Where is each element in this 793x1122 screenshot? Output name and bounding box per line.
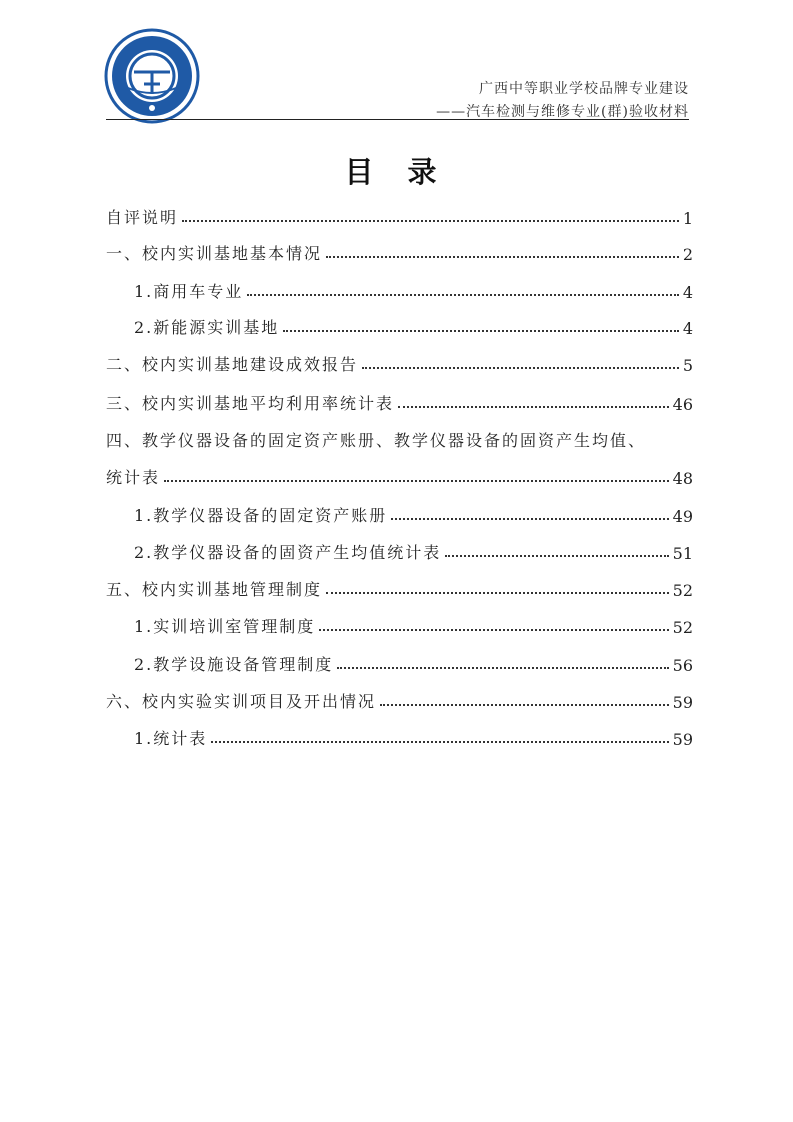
toc-entry-text: 二、校内实训基地建设成效报告: [106, 355, 359, 374]
toc-entry[interactable]: [106, 236, 693, 264]
toc-leader: [319, 629, 668, 631]
toc-entry-page: 52: [672, 581, 693, 600]
toc-leader: [398, 406, 669, 408]
toc-entry-page: 56: [672, 656, 693, 675]
toc-leader: [283, 330, 679, 332]
toc-entry-page: 46: [672, 395, 693, 414]
toc-entry-text: 五、校内实训基地管理制度: [106, 580, 323, 599]
toc-leader: [337, 667, 668, 669]
toc-entry[interactable]: [106, 684, 693, 712]
toc-leader: [326, 256, 679, 258]
page-title: 目 录: [344, 155, 449, 189]
toc-entry[interactable]: [134, 609, 693, 637]
toc-entry-page: 1: [682, 209, 693, 228]
toc-leader: [211, 741, 668, 743]
toc-entry-page: 5: [682, 356, 693, 375]
toc-entry[interactable]: [106, 423, 693, 451]
toc-entry[interactable]: [134, 310, 693, 338]
toc-entry-text: 2.新能源实训基地: [134, 318, 280, 337]
toc-entry-text: 2.教学设施设备管理制度: [134, 655, 334, 674]
toc-entry-text: 自评说明: [106, 208, 179, 227]
header-line-2: ——汽车检测与维修专业(群)验收材料: [436, 104, 689, 120]
toc-entry-page: 59: [672, 693, 693, 712]
toc-entry[interactable]: [134, 535, 693, 563]
toc-entry-page: 51: [672, 544, 693, 563]
toc-entry-text: 六、校内实验实训项目及开出情况: [106, 692, 377, 711]
header-line-1: 广西中等职业学校品牌专业建设: [479, 81, 689, 97]
toc-entry[interactable]: [106, 460, 693, 488]
toc-entry-page: 49: [672, 507, 693, 526]
toc-entry-text: 1.实训培训室管理制度: [134, 617, 316, 636]
toc-entry[interactable]: [106, 200, 693, 228]
toc-leader: [362, 367, 679, 369]
toc-entry-text: 一、校内实训基地基本情况: [106, 244, 323, 263]
toc-entry[interactable]: [134, 721, 693, 749]
toc-entry-text: 三、校内实训基地平均利用率统计表: [106, 394, 395, 413]
toc-leader: [445, 555, 668, 557]
toc-entry[interactable]: [106, 386, 693, 414]
school-logo: [104, 28, 200, 124]
toc-entry-text: 统计表: [106, 468, 161, 487]
toc-leader: [391, 518, 668, 520]
toc-leader: [182, 220, 679, 222]
toc-entry[interactable]: [106, 347, 693, 375]
toc-entry[interactable]: [134, 274, 693, 302]
toc-entry-text: 1.商用车专业: [134, 282, 244, 301]
toc-entry[interactable]: [134, 647, 693, 675]
header-rule: [106, 119, 689, 120]
toc-leader: [247, 294, 679, 296]
toc-entry-page: 48: [672, 469, 693, 488]
toc-entry-page: 4: [682, 319, 693, 338]
toc-leader: [164, 480, 669, 482]
toc-entry-text: 2.教学仪器设备的固资产生均值统计表: [134, 543, 442, 562]
toc-entry[interactable]: [106, 572, 693, 600]
toc-entry[interactable]: [134, 498, 693, 526]
toc-entry-page: 59: [672, 730, 693, 749]
toc-entry-page: 2: [682, 245, 693, 264]
toc-entry-page: 4: [682, 283, 693, 302]
toc-entry-text: 1.统计表: [134, 729, 208, 748]
toc-leader: [326, 592, 669, 594]
toc-entry-text: 四、教学仪器设备的固定资产账册、教学仪器设备的固资产生均值、: [106, 431, 647, 450]
toc-leader: [380, 704, 669, 706]
toc-entry-text: 1.教学仪器设备的固定资产账册: [134, 506, 388, 525]
toc-entry-page: 52: [672, 618, 693, 637]
